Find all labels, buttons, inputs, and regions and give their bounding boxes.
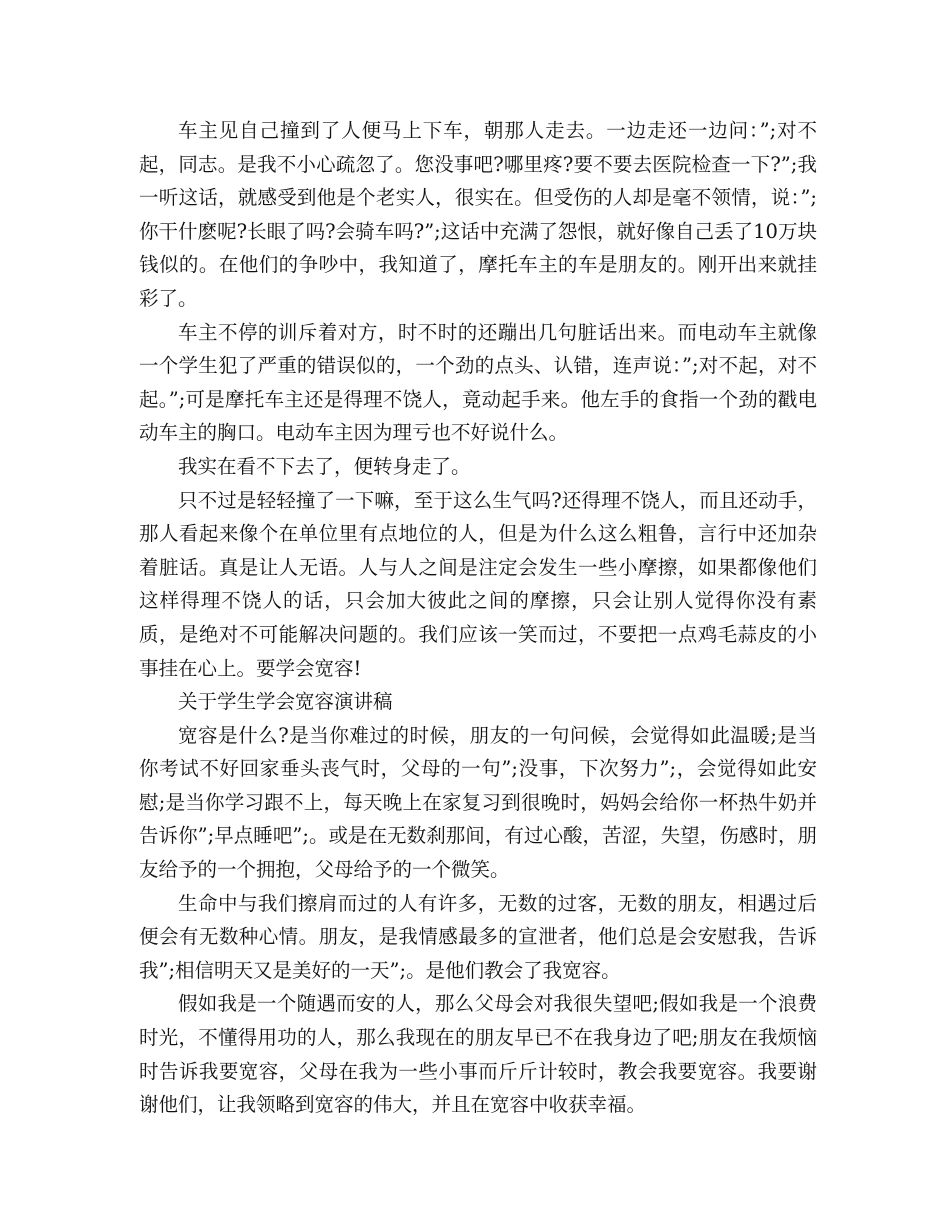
section-title: 关于学生学会宽容演讲稿 xyxy=(178,690,393,714)
paragraph-walk-away: 我实在看不下去了，便转身走了。 xyxy=(178,454,471,478)
paragraph-friends: 生命中与我们擦肩而过的人有许多，无数的过客，无数的朋友，相遇过后便会有无数种心情。朋友，是我情感最多的宣泄者，他们总是会安慰我，告诉我”;相信明天又是美好的一天”;。是他们教会了我宽容。 xyxy=(139,891,817,982)
paragraph-gratitude: 假如我是一个随遇而安的人，那么父母会对我很失望吧;假如我是一个浪费时光，不懂得用功的人，那么我现在的朋友早已不在我身边了吧;朋友在我烦恼时告诉我要宽容，父母在我为一些小事而斤斤计较时，教会我要宽容。我要谢谢他们，让我领略到宽容的伟大，并且在宽容中收获幸福。 xyxy=(139,992,817,1117)
paragraph-scolding: 车主不停的训斥着对方，时不时的还蹦出几句脏话出来。而电动车主就像一个学生犯了严重的错误似的，一个劲的点头、认错，连声说：”;对不起，对不起。”;可是摩托车主还是得理不饶人，竟动起手来。他左手的食指一个劲的戳电动车主的胸口。电动车主因为理亏也不好说什么。 xyxy=(139,320,817,445)
paragraph-reflection: 只不过是轻轻撞了一下嘛，至于这么生气吗?还得理不饶人，而且还动手，那人看起来像个在单位里有点地位的人，但是为什么这么粗鲁，言行中还加杂着脏话。真是让人无语。人与人之间是注定会发生一些小摩擦，如果都像他们这样得理不饶人的话，只会加大彼此之间的摩擦，只会让别人觉得你没有素质，是绝对不可能解决问题的。我们应该一笑而过，不要把一点鸡毛蒜皮的小事挂在心上。要学会宽容! xyxy=(139,488,817,680)
document-body xyxy=(139,114,817,1122)
paragraph-collision: 车主见自己撞到了人便马上下车，朝那人走去。一边走还一边问：”;对不起，同志。是我不小心疏忽了。您没事吧?哪里疼?要不要去医院检查一下?”;我一听这话，就感受到他是个老实人，很实在。但受伤的人却是毫不领情，说：”;你干什麽呢?长眼了吗?会骑车吗?”;这话中充满了怨恨，就好像自己丢了10万块钱似的。在他们的争吵中，我知道了，摩托车主的车是朋友的。刚开出来就挂彩了。 xyxy=(139,119,817,310)
paragraph-what-is-tolerance: 宽容是什么?是当你难过的时候，朋友的一句问候，会觉得如此温暖;是当你考试不好回家垂头丧气时，父母的一句”;没事，下次努力”;，会觉得如此安慰;是当你学习跟不上，每天晚上在家复习到很晚时，妈妈会给你一杯热牛奶并告诉你”;早点睡吧”;。或是在无数刹那间，有过心酸，苦涩，失望，伤感时，朋友给予的一个拥抱，父母给予的一个微笑。 xyxy=(139,723,817,882)
